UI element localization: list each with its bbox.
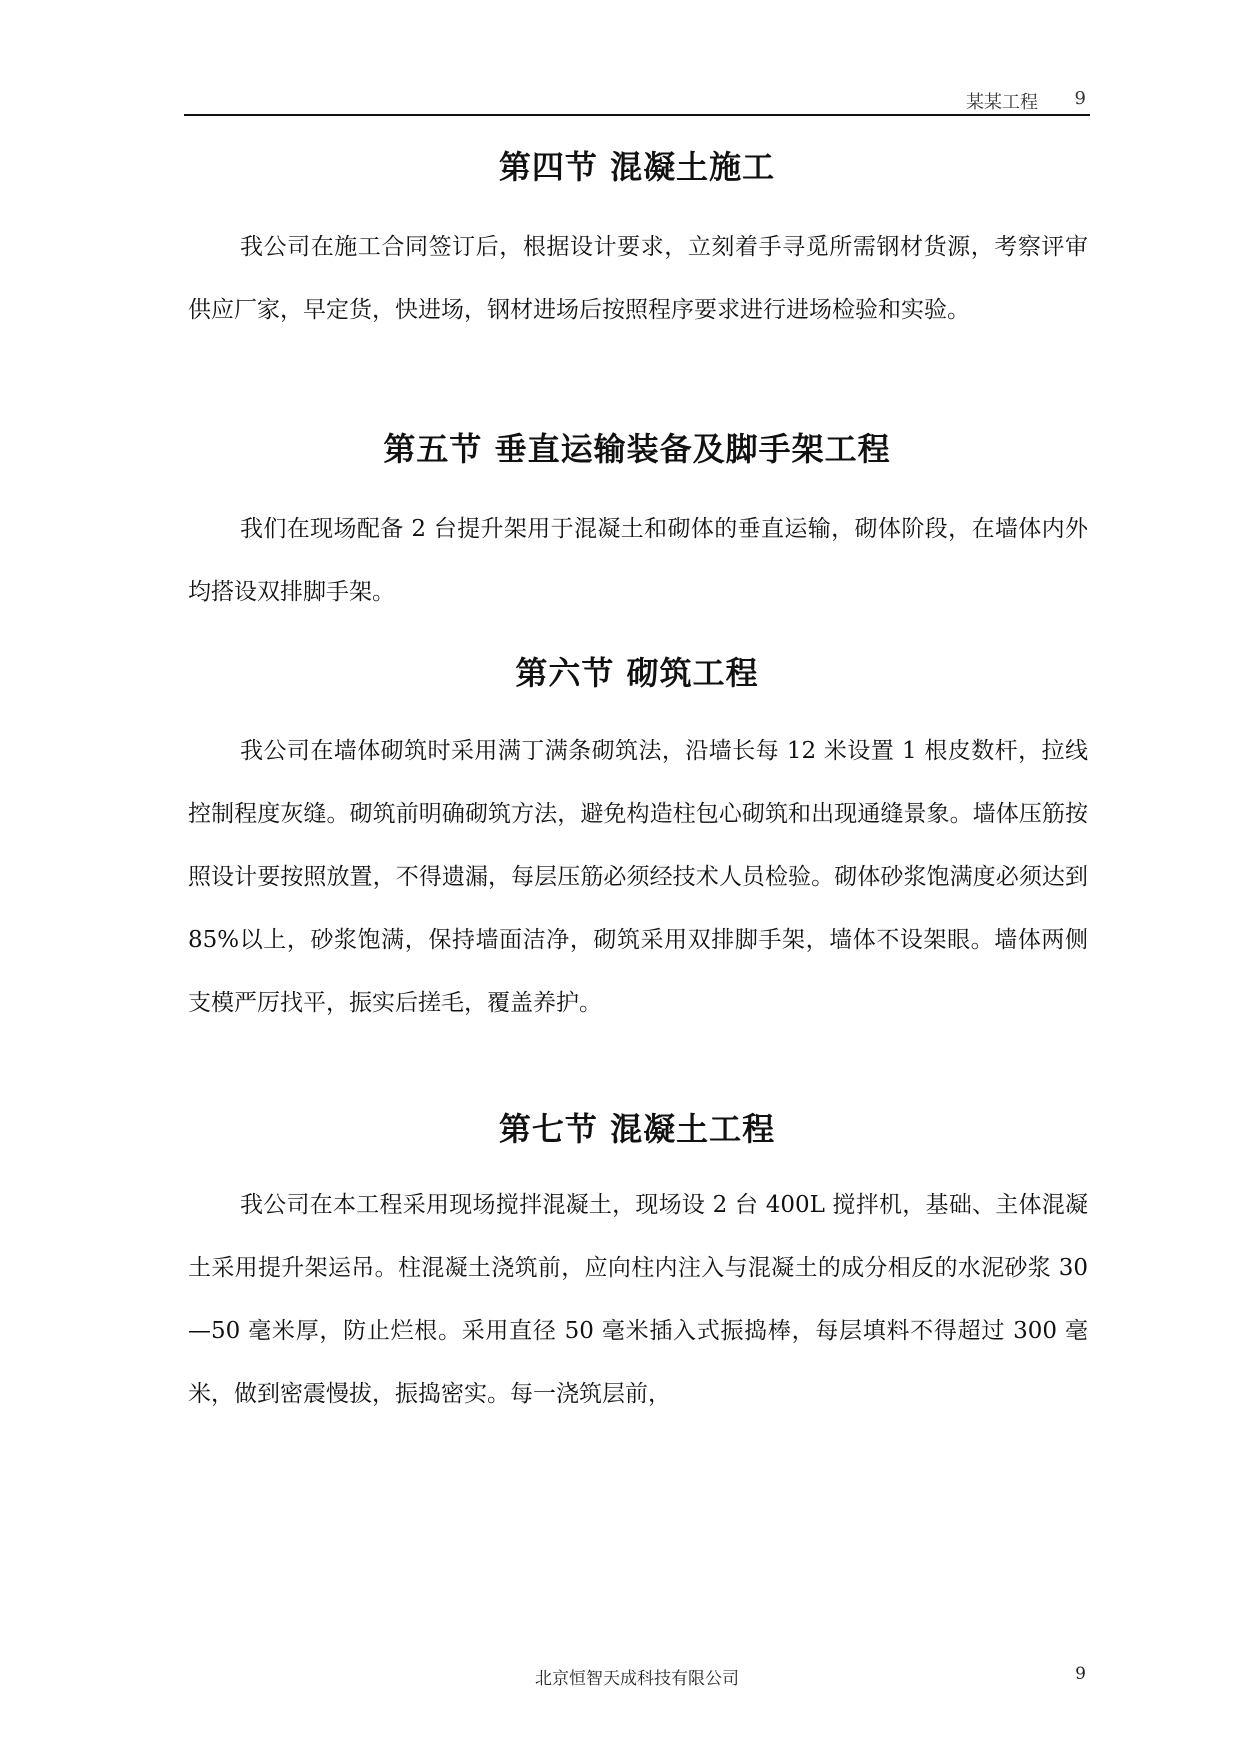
footer-page-number: 9 <box>1075 1664 1086 1684</box>
page-header <box>184 84 1090 116</box>
footer-company: 北京恒智天成科技有限公司 <box>535 1669 739 1689</box>
section-paragraph-5: 我们在现场配备 2 台提升架用于混凝土和砌体的垂直运输，砌体阶段，在墙体内外均搭设双排脚手架。 <box>188 516 1088 605</box>
section-paragraph-4: 我公司在施工合同签订后，根据设计要求，立刻着手寻觅所需钢材货源，考察评审供应厂家，早定货，快进场，钢材进场后按照程序要求进行进场检验和实验。 <box>188 234 1088 323</box>
section-title-4: 第四节 混凝土施工 <box>498 148 776 186</box>
header-title: 某某工程 <box>966 92 1038 113</box>
section-title-7: 第七节 混凝土工程 <box>498 1110 776 1148</box>
section-title-5: 第五节 垂直运输装备及脚手架工程 <box>383 430 891 468</box>
section-title-6: 第六节 砌筑工程 <box>515 654 759 692</box>
header-page-number: 9 <box>1074 88 1086 109</box>
section-paragraph-6: 我公司在墙体砌筑时采用满丁满条砌筑法，沿墙长每 12 米设置 1 根皮数杆，拉线控制程度灰缝。砌筑前明确砌筑方法，避免构造柱包心砌筑和出现通缝景象。墙体压筋按照设计要按照放置，不得遗漏，每层压筋必须经技术人员检验。砌体砂浆饱满度必须达到 85%以上，砂浆饱满，保持墙面洁净，砌筑采用双排脚手架，墙体不设架眼。墙体两侧支模严厉找平，振实后搓毛，覆盖养护。 <box>188 738 1088 1016</box>
section-paragraph-7: 我公司在本工程采用现场搅拌混凝土，现场设 2 台 400L 搅拌机，基础、主体混凝土采用提升架运吊。柱混凝土浇筑前，应向柱内注入与混凝土的成分相反的水泥砂浆 30—50 毫米厚，防止烂根。采用直径 50 毫米插入式振捣棒，每层填料不得超过 300 毫米，做到密震慢拔，振捣密实。每一浇筑层前， <box>188 1192 1088 1407</box>
